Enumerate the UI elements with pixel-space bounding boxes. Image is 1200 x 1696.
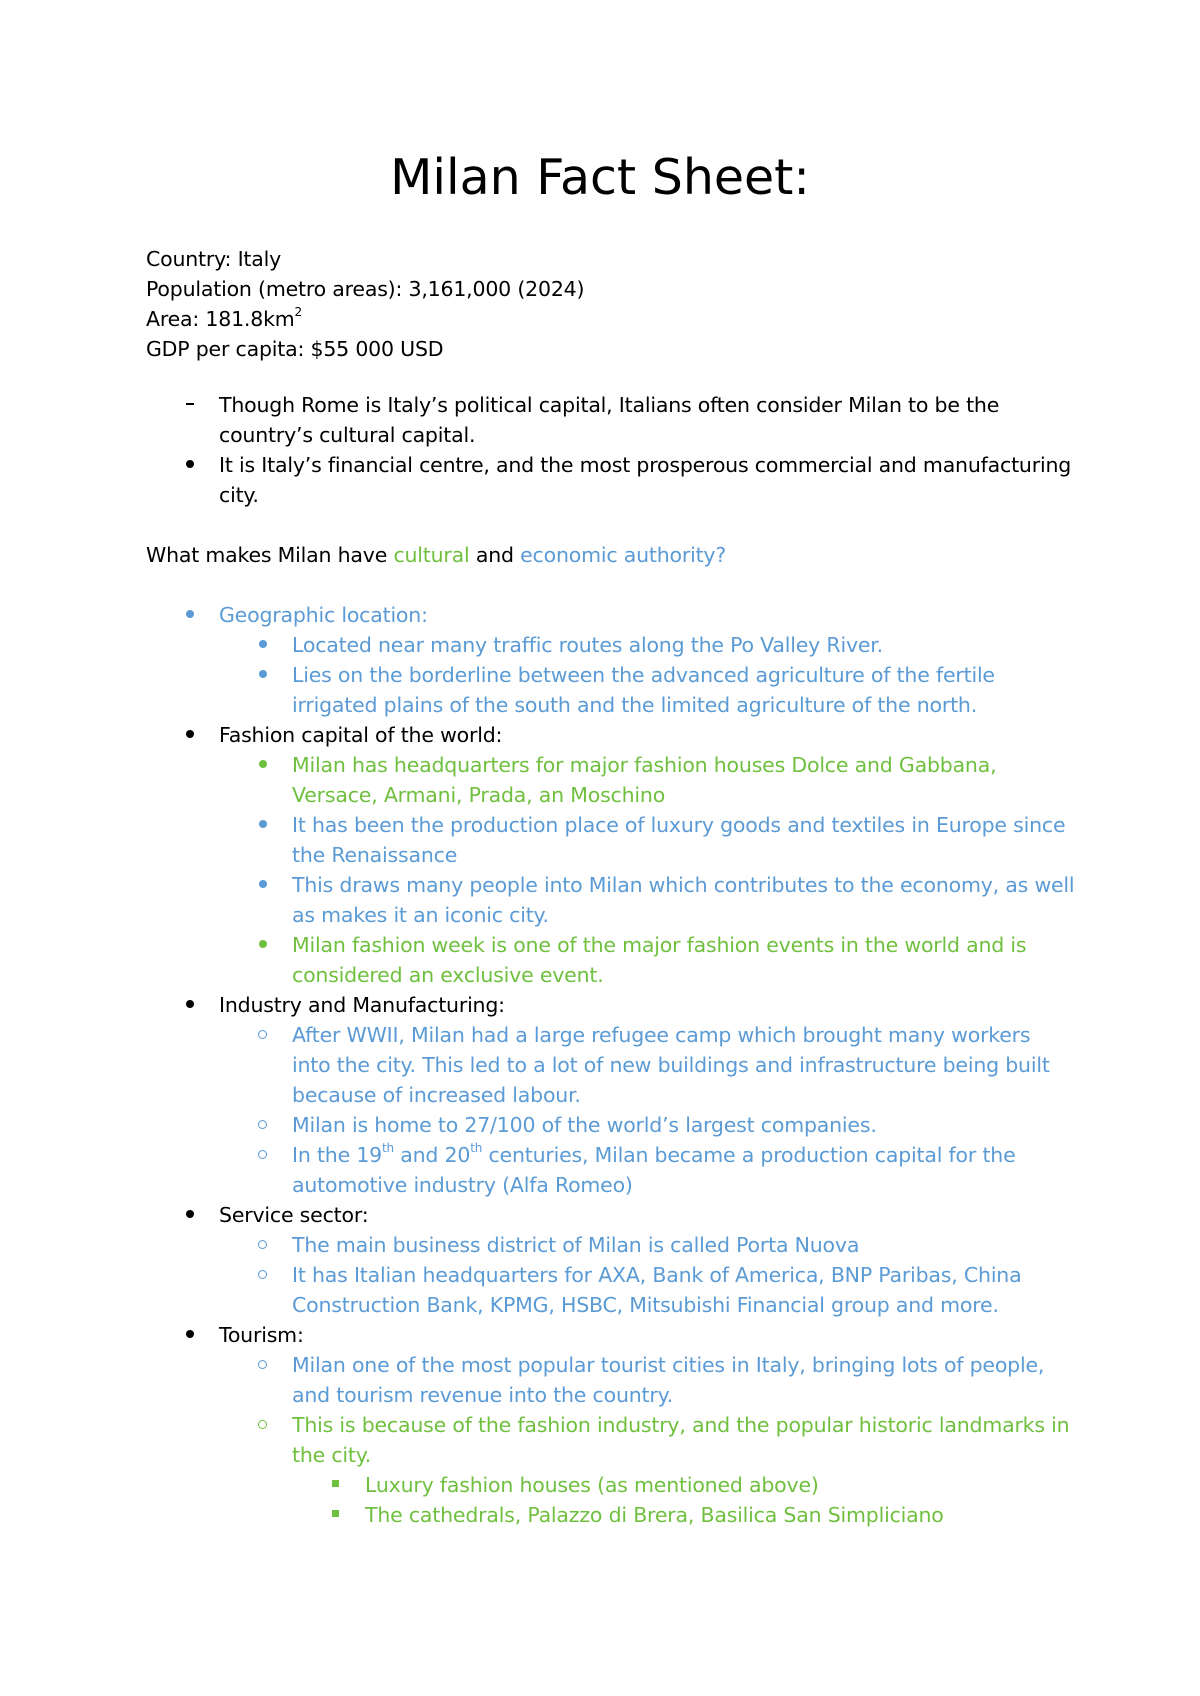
page-title: Milan Fact Sheet: bbox=[390, 149, 810, 206]
bullet-icon bbox=[186, 1000, 194, 1008]
fashion-item2-marker bbox=[259, 810, 267, 840]
tourism-item1-line-2: and tourism revenue into the country. bbox=[292, 1383, 673, 1407]
industry-item3-line-1 bbox=[292, 1140, 1016, 1170]
bullet-icon bbox=[186, 730, 194, 738]
fashion-item3-marker bbox=[259, 870, 267, 900]
fashion-item1-line-1: Milan has headquarters for major fashion houses Dolce and Gabbana, bbox=[292, 753, 997, 777]
dash-bullet-icon bbox=[186, 403, 194, 405]
fact-gdp: GDP per capita: $55 000 USD bbox=[146, 337, 444, 361]
fashion-item3-line-2: as makes it an iconic city. bbox=[292, 903, 549, 927]
geo-item1: Located near many traffic routes along the Po Valley River. bbox=[292, 633, 883, 657]
question-cultural: cultural bbox=[393, 543, 470, 567]
industry-item1-line-3: because of increased labour. bbox=[292, 1083, 581, 1107]
bullet-icon bbox=[186, 1330, 194, 1338]
industry-item1-marker bbox=[258, 1020, 267, 1050]
fact-area bbox=[146, 304, 584, 334]
question-and: and bbox=[469, 543, 521, 567]
question-prefix: What makes Milan have bbox=[146, 543, 394, 567]
tourism-sub1-marker bbox=[332, 1470, 339, 1500]
square-bullet-icon bbox=[332, 1510, 339, 1517]
geo-heading-marker bbox=[186, 600, 194, 630]
geo-item2-line-2: irrigated plains of the south and the limited agriculture of the north. bbox=[292, 693, 978, 717]
industry-item3-part-a: In the 19 bbox=[292, 1143, 382, 1167]
ring-bullet-icon bbox=[258, 1240, 267, 1249]
fashion-item2-line-1: It has been the production place of luxury goods and textiles in Europe since bbox=[292, 813, 1066, 837]
industry-item3-line-2: automotive industry (Alfa Romeo) bbox=[292, 1173, 633, 1197]
industry-item3-sup-1: th bbox=[382, 1141, 394, 1156]
fact-area-text: Area: 181.8km bbox=[146, 307, 295, 331]
ring-bullet-icon bbox=[258, 1360, 267, 1369]
service-heading: Service sector: bbox=[219, 1203, 369, 1227]
ring-bullet-icon bbox=[258, 1030, 267, 1039]
tourism-item1-line-1: Milan one of the most popular tourist cities in Italy, bringing lots of people, bbox=[292, 1353, 1045, 1377]
intro-dash-line-1: Though Rome is Italy’s political capital, Italians often consider Milan to be the bbox=[219, 393, 1000, 417]
fact-list bbox=[146, 244, 584, 364]
service-item1: The main business district of Milan is called Porta Nuova bbox=[292, 1233, 860, 1257]
tourism-item2-line-2: the city. bbox=[292, 1443, 372, 1467]
industry-item3-part-c: centuries, Milan became a production capital for the bbox=[482, 1143, 1016, 1167]
fashion-item2-line-2: the Renaissance bbox=[292, 843, 458, 867]
intro-bullet-marker bbox=[186, 450, 194, 480]
intro-dash-line-2: country’s cultural capital. bbox=[219, 423, 476, 447]
bullet-icon bbox=[259, 640, 267, 648]
industry-item1-line-1: After WWII, Milan had a large refugee camp which brought many workers bbox=[292, 1023, 1031, 1047]
fashion-item1-marker bbox=[259, 750, 267, 780]
ring-bullet-icon bbox=[258, 1270, 267, 1279]
fact-area-superscript: 2 bbox=[294, 305, 302, 320]
geo-item2-marker bbox=[259, 660, 267, 690]
service-item2-marker bbox=[258, 1260, 267, 1290]
intro-dash-marker bbox=[186, 390, 194, 420]
geo-item2-line-1: Lies on the borderline between the advanced agriculture of the fertile bbox=[292, 663, 995, 687]
industry-item2-marker bbox=[258, 1110, 267, 1140]
industry-item3-part-b: and 20 bbox=[393, 1143, 471, 1167]
tourism-heading: Tourism: bbox=[219, 1323, 304, 1347]
tourism-item1-marker bbox=[258, 1350, 267, 1380]
service-heading-marker bbox=[186, 1200, 194, 1230]
tourism-item2-line-1: This is because of the fashion industry, and the popular historic landmarks in bbox=[292, 1413, 1070, 1437]
industry-item1-line-2: into the city. This led to a lot of new buildings and infrastructure being built bbox=[292, 1053, 1050, 1077]
industry-item2: Milan is home to 27/100 of the world’s largest companies. bbox=[292, 1113, 877, 1137]
industry-heading: Industry and Manufacturing: bbox=[219, 993, 505, 1017]
tourism-sub2-marker bbox=[332, 1500, 339, 1530]
tourism-sub2: The cathedrals, Palazzo di Brera, Basilica San Simpliciano bbox=[365, 1503, 944, 1527]
geo-item1-marker bbox=[259, 630, 267, 660]
fashion-heading-marker bbox=[186, 720, 194, 750]
fashion-item4-line-2: considered an exclusive event. bbox=[292, 963, 604, 987]
square-bullet-icon bbox=[332, 1480, 339, 1487]
service-item1-marker bbox=[258, 1230, 267, 1260]
geo-heading: Geographic location: bbox=[219, 603, 428, 627]
bullet-icon bbox=[186, 1210, 194, 1218]
bullet-icon bbox=[186, 460, 194, 468]
tourism-sub1: Luxury fashion houses (as mentioned above) bbox=[365, 1473, 819, 1497]
service-item2-line-2: Construction Bank, KPMG, HSBC, Mitsubishi Financial group and more. bbox=[292, 1293, 999, 1317]
fact-country: Country: Italy bbox=[146, 247, 282, 271]
industry-item3-sup-2: th bbox=[470, 1141, 483, 1156]
intro-bullet-line-2: city. bbox=[219, 483, 259, 507]
fashion-item4-line-1: Milan fashion week is one of the major fashion events in the world and is bbox=[292, 933, 1027, 957]
fashion-heading: Fashion capital of the world: bbox=[219, 723, 503, 747]
industry-heading-marker bbox=[186, 990, 194, 1020]
bullet-icon bbox=[186, 610, 194, 618]
bullet-icon bbox=[259, 940, 267, 948]
service-item2-line-1: It has Italian headquarters for AXA, Bank of America, BNP Paribas, China bbox=[292, 1263, 1022, 1287]
fact-population: Population (metro areas): 3,161,000 (2024) bbox=[146, 277, 585, 301]
bullet-icon bbox=[259, 820, 267, 828]
fashion-item3-line-1: This draws many people into Milan which contributes to the economy, as well bbox=[292, 873, 1075, 897]
industry-item3-marker bbox=[258, 1140, 267, 1170]
ring-bullet-icon bbox=[258, 1150, 267, 1159]
tourism-item2-marker bbox=[258, 1410, 267, 1440]
question-economic: economic authority? bbox=[520, 543, 727, 567]
bullet-icon bbox=[259, 880, 267, 888]
bullet-icon bbox=[259, 670, 267, 678]
bullet-icon bbox=[259, 760, 267, 768]
fashion-item1-line-2: Versace, Armani, Prada, an Moschino bbox=[292, 783, 666, 807]
intro-bullet-line-1: It is Italy’s financial centre, and the most prosperous commercial and manufacturing bbox=[219, 453, 1072, 477]
tourism-heading-marker bbox=[186, 1320, 194, 1350]
question-line bbox=[146, 540, 726, 570]
fashion-item4-marker bbox=[259, 930, 267, 960]
ring-bullet-icon bbox=[258, 1420, 267, 1429]
ring-bullet-icon bbox=[258, 1120, 267, 1129]
